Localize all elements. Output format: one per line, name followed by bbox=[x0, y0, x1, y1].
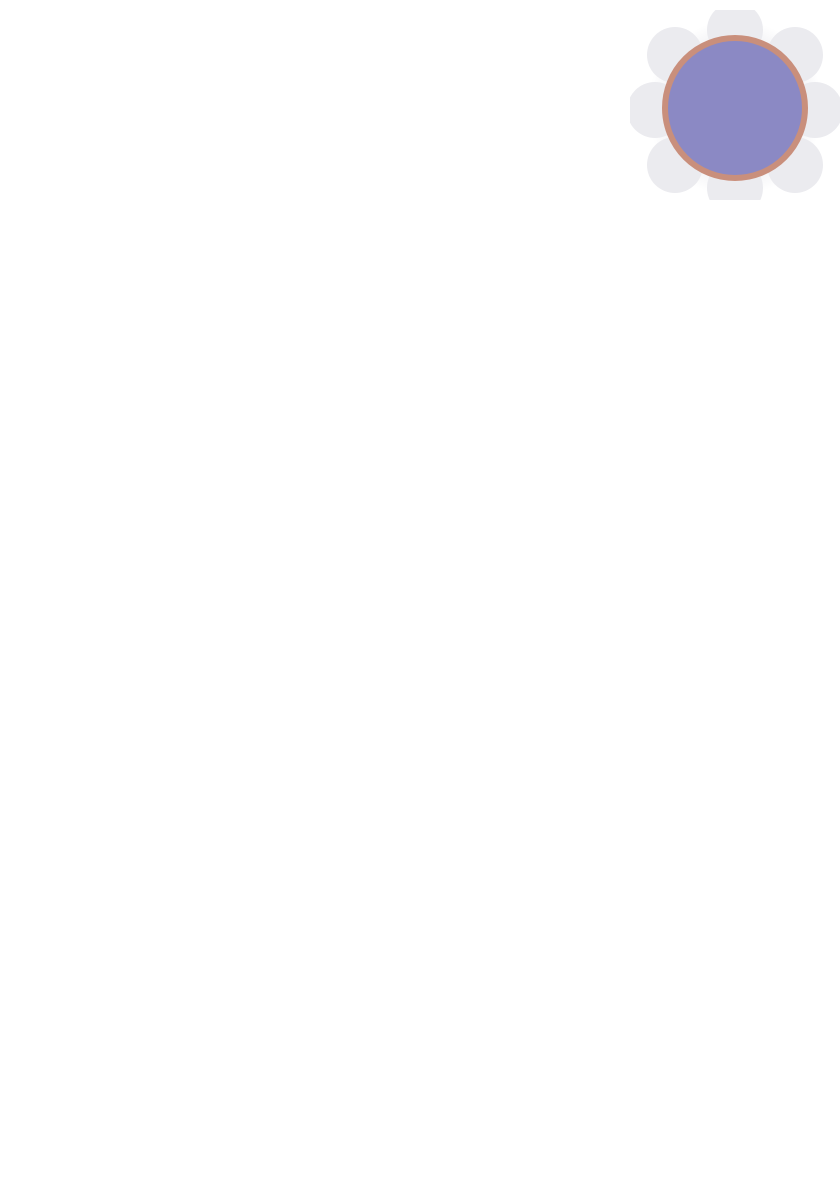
badge-circle bbox=[665, 38, 805, 178]
calendar-planner-badge bbox=[630, 10, 840, 200]
